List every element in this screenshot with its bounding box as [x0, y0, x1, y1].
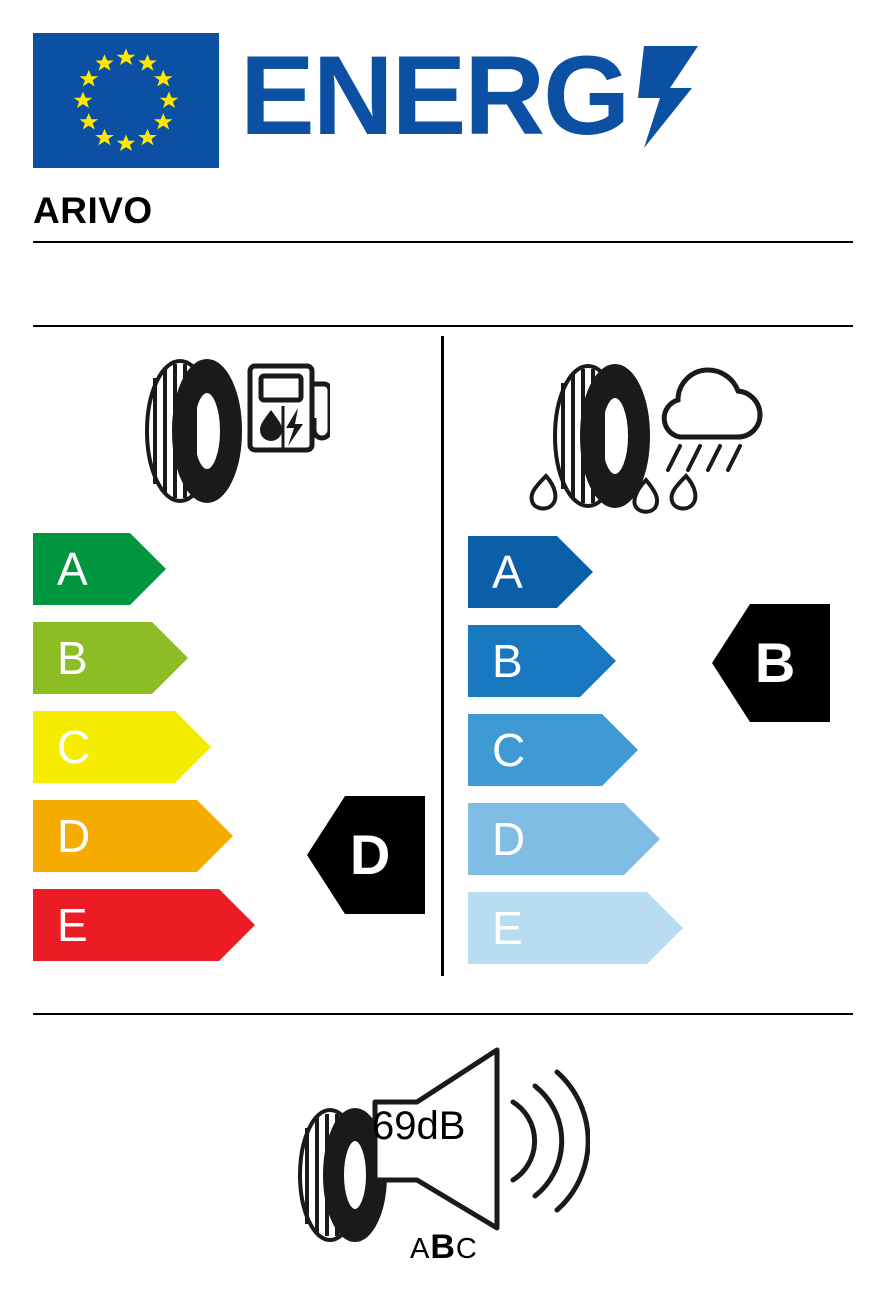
divider-vertical — [441, 336, 444, 976]
fuel-result-marker — [307, 796, 425, 914]
fuel-class-b — [33, 622, 188, 694]
grip-class-d-letter: D — [492, 813, 526, 865]
fuel-class-d — [33, 800, 233, 872]
grip-class-d — [468, 803, 660, 875]
divider-brand — [33, 241, 853, 243]
grip-class-a-letter: A — [492, 546, 523, 598]
fuel-class-b-letter: B — [57, 632, 88, 684]
grip-class-b — [468, 625, 616, 697]
divider-top — [33, 325, 853, 327]
grip-class-c — [468, 714, 638, 786]
noise-value: 69dB — [372, 1104, 466, 1148]
noise-class-a: A — [410, 1233, 431, 1265]
eu-flag-icon — [33, 33, 219, 168]
grip-result-value: B — [754, 631, 796, 694]
fuel-class-e-letter: E — [57, 899, 88, 951]
noise-class-selected: B — [430, 1228, 456, 1266]
fuel-class-d-letter: D — [57, 810, 91, 862]
fuel-class-a — [33, 533, 166, 605]
noise-class-c: C — [455, 1233, 478, 1265]
energ-wordmark — [240, 42, 710, 152]
divider-bottom — [33, 1013, 853, 1015]
tyre-fuel-pump-icon — [125, 348, 330, 513]
brand-name: ARIVO — [33, 190, 153, 231]
fuel-result-value: D — [349, 823, 391, 886]
grip-result-marker — [712, 604, 830, 722]
fuel-class-c — [33, 711, 211, 783]
fuel-class-e — [33, 889, 255, 961]
grip-class-c-letter: C — [492, 724, 526, 776]
grip-class-b-letter: B — [492, 635, 523, 687]
grip-class-e-letter: E — [492, 902, 523, 954]
fuel-class-c-letter: C — [57, 721, 91, 773]
grip-class-a — [468, 536, 593, 608]
noise-class-scale — [410, 1228, 478, 1267]
grip-class-e — [468, 892, 683, 964]
svg-text:ENERG: ENERG — [240, 42, 629, 152]
fuel-class-a-letter: A — [57, 543, 88, 595]
tyre-rain-cloud-icon — [528, 348, 793, 523]
